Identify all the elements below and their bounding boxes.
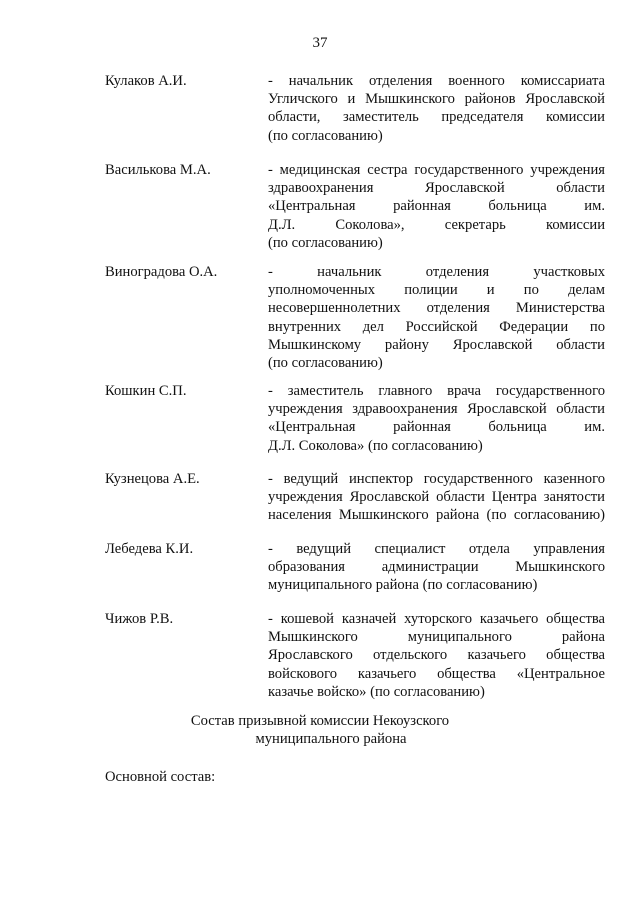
role-line: муниципального района (по согласованию) (268, 577, 538, 594)
member-role (268, 72, 605, 145)
role-line: казачье войско» (по согласованию) (268, 683, 485, 700)
member-name: Чижов Р.В. (105, 611, 174, 627)
role-line: внутренних дел Российской Федерации по (268, 318, 605, 335)
member-role (268, 161, 605, 252)
member-name: Кузнецова А.Е. (105, 471, 200, 487)
role-line: «Центральная районная больница им. (268, 419, 605, 436)
member-role (268, 470, 605, 525)
role-line: - кошевой казначей хуторского казачьего общества (268, 611, 605, 627)
role-line: Мышкинского муниципального района (268, 629, 605, 646)
role-line: образования администрации Мышкинского (268, 559, 605, 576)
member-name: Василькова М.А. (105, 162, 211, 178)
role-line: Угличского и Мышкинского районов Ярославской (268, 91, 605, 108)
role-line: учреждения Ярославской области Центра занятости (268, 489, 605, 506)
role-line: несовершеннолетних отделения Министерства (268, 300, 605, 317)
role-line: области, заместитель председателя комиссии (268, 109, 605, 126)
section-heading-line: муниципального района (255, 731, 407, 748)
role-line: войскового казачьего общества «Центральное (268, 665, 605, 682)
role-line: Д.Л. Соколова», секретарь комиссии (268, 216, 605, 233)
role-line: - медицинская сестра государственного учреждения (268, 162, 605, 178)
section-heading-line: Состав призывной комиссии Некоузского (190, 713, 450, 729)
member-name: Лебедева К.И. (105, 541, 194, 557)
role-line: - начальник отделения участковых (268, 264, 605, 280)
role-line: - ведущий специалист отдела управления (268, 541, 605, 557)
member-name: Кошкин С.П. (105, 383, 187, 399)
role-line: Д.Л. Соколова» (по согласованию) (268, 437, 483, 454)
role-line: - ведущий инспектор государственного казенного (268, 471, 605, 487)
member-name: Кулаков А.И. (105, 73, 187, 89)
subheading: Основной состав: (105, 769, 216, 785)
role-line: уполномоченных полиции и по делам (268, 282, 605, 299)
role-line: - начальник отделения военного комиссариата (268, 73, 605, 89)
role-line: населения Мышкинского района (по согласованию) (268, 507, 605, 524)
role-line: Ярославского отдельского казачьего общества (268, 647, 605, 664)
role-line: (по согласованию) (268, 127, 383, 144)
role-line: «Центральная районная больница им. (268, 198, 605, 215)
role-line: учреждения здравоохранения Ярославской области (268, 401, 605, 418)
role-line: Мышкинскому району Ярославской области (268, 336, 605, 353)
member-role (268, 540, 605, 595)
role-line: - заместитель главного врача государственного (268, 383, 605, 399)
section-heading (0, 712, 640, 748)
role-line: (по согласованию) (268, 234, 383, 251)
page-number: 37 (312, 35, 328, 51)
role-line: здравоохранения Ярославской области (268, 180, 605, 197)
role-line: (по согласованию) (268, 354, 383, 371)
member-role (268, 610, 605, 701)
member-role (268, 263, 605, 372)
member-role (268, 382, 605, 455)
member-name: Виноградова О.А. (105, 264, 218, 280)
